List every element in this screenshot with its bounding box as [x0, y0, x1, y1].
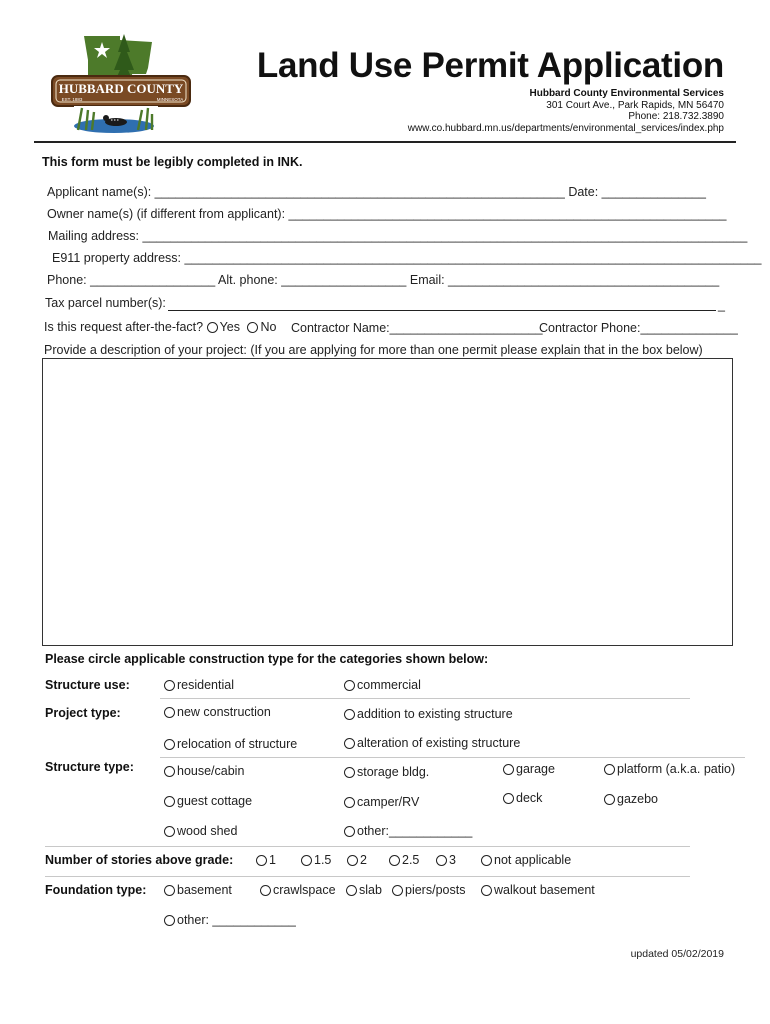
option-piers-posts[interactable] [392, 883, 465, 897]
other-foundation-label: other: ____________ [177, 913, 296, 927]
option-residential[interactable] [164, 678, 234, 692]
gazebo-radio[interactable] [604, 794, 615, 805]
option-gazebo[interactable] [604, 792, 658, 806]
ink-notice: This form must be legibly completed in INK. [42, 155, 303, 169]
piers-label: piers/posts [405, 883, 466, 897]
stories-2-5-label: 2.5 [402, 853, 420, 867]
construction-heading: Please circle applicable construction type for the categories shown below: [45, 652, 489, 666]
tax-parcel-input[interactable] [168, 310, 716, 311]
option-deck[interactable] [503, 791, 542, 805]
divider [45, 876, 690, 877]
option-alteration[interactable] [344, 736, 520, 750]
option-platform[interactable] [604, 762, 735, 776]
walkout-label: walkout basement [494, 883, 595, 897]
option-crawlspace[interactable] [260, 883, 336, 897]
page-title: Land Use Permit Application [256, 46, 724, 85]
camper-radio[interactable] [344, 797, 355, 808]
option-new-construction[interactable] [164, 705, 271, 719]
after-the-fact-label: Is this request after-the-fact? [44, 320, 204, 334]
stories-1-5-label: 1.5 [314, 853, 332, 867]
foundation-type-label: Foundation type: [45, 883, 147, 897]
option-other-foundation[interactable] [164, 913, 296, 927]
relocation-radio[interactable] [164, 739, 175, 750]
other-structure-label: other:____________ [357, 824, 473, 838]
contractor-name-label: Contractor Name:___________________ [291, 321, 522, 335]
option-stories-2-5[interactable] [389, 853, 419, 867]
commercial-radio[interactable] [344, 680, 355, 691]
option-stories-1-5[interactable] [301, 853, 331, 867]
addition-radio[interactable] [344, 709, 355, 720]
contractor-name-tail: ___ [521, 321, 543, 335]
contractor-phone-field[interactable]: Contractor Phone:______________ [539, 321, 738, 335]
option-garage[interactable] [503, 762, 555, 776]
updated-date: updated 05/02/2019 [630, 948, 724, 960]
org-website[interactable]: www.co.hubbard.mn.us/departments/environmental_services/index.php [407, 122, 724, 134]
wood-shed-label: wood shed [177, 824, 238, 838]
stories-3-radio[interactable] [436, 855, 447, 866]
basement-radio[interactable] [164, 885, 175, 896]
guest-radio[interactable] [164, 796, 175, 807]
crawlspace-radio[interactable] [260, 885, 271, 896]
slab-radio[interactable] [346, 885, 357, 896]
option-storage[interactable] [344, 765, 429, 779]
garage-label: garage [516, 762, 555, 776]
stories-1-label: 1 [269, 853, 276, 867]
svg-text:MINNESOTA: MINNESOTA [156, 97, 184, 102]
platform-label: platform (a.k.a. patio) [617, 762, 736, 776]
option-basement[interactable] [164, 883, 232, 897]
no-label: No [260, 320, 277, 334]
org-contact-block [408, 88, 724, 134]
tax-parcel-label: Tax parcel number(s): [45, 296, 166, 310]
org-name: Hubbard County Environmental Services [529, 88, 724, 99]
residential-label: residential [177, 678, 234, 692]
project-description-box[interactable] [42, 358, 733, 646]
stories-1-5-radio[interactable] [301, 855, 312, 866]
crawlspace-label: crawlspace [273, 883, 336, 897]
divider [45, 846, 690, 847]
contractor-name-field[interactable] [291, 321, 543, 335]
hubbard-county-logo [48, 30, 194, 136]
mailing-address-field[interactable]: Mailing address: _______________________________________________________________________________________ [48, 229, 748, 243]
platform-radio[interactable] [604, 764, 615, 775]
residential-radio[interactable] [164, 680, 175, 691]
yes-label: Yes [219, 320, 240, 334]
gazebo-label: gazebo [617, 792, 659, 806]
option-camper[interactable] [344, 795, 419, 809]
guest-label: guest cottage [177, 794, 253, 808]
stories-2-radio[interactable] [347, 855, 358, 866]
new-construction-radio[interactable] [164, 707, 175, 718]
option-wood-shed[interactable] [164, 824, 237, 838]
option-guest-cottage[interactable] [164, 794, 252, 808]
option-walkout-basement[interactable] [481, 883, 595, 897]
deck-radio[interactable] [503, 793, 514, 804]
org-phone: Phone: 218.732.3890 [628, 111, 724, 122]
commercial-label: commercial [357, 678, 421, 692]
piers-radio[interactable] [392, 885, 403, 896]
yes-radio[interactable] [207, 322, 218, 333]
alteration-radio[interactable] [344, 738, 355, 749]
option-stories-3[interactable] [436, 853, 456, 867]
storage-radio[interactable] [344, 767, 355, 778]
stories-2-5-radio[interactable] [389, 855, 400, 866]
structure-use-label: Structure use: [45, 678, 130, 692]
option-commercial[interactable] [344, 678, 421, 692]
wood-shed-radio[interactable] [164, 826, 175, 837]
alteration-label: alteration of existing structure [357, 736, 521, 750]
addition-label: addition to existing structure [357, 707, 513, 721]
other-structure-radio[interactable] [344, 826, 355, 837]
description-prompt: Provide a description of your project: (If you are applying for more than one permit please explain that in the box below) [44, 343, 703, 357]
no-radio[interactable] [247, 322, 258, 333]
option-other-structure[interactable] [344, 824, 472, 838]
stories-1-radio[interactable] [256, 855, 267, 866]
svg-text:EST. 1883: EST. 1883 [61, 97, 83, 102]
camper-label: camper/RV [357, 795, 420, 809]
phone-email-fields[interactable]: Phone: __________________ Alt. phone: __________________ Email: _______________________________________ [47, 273, 720, 287]
stories-2-label: 2 [360, 853, 367, 867]
org-address: 301 Court Ave., Park Rapids, MN 56470 [546, 99, 724, 111]
project-type-label: Project type: [45, 706, 121, 720]
header-divider [34, 141, 736, 143]
owner-name-field[interactable]: Owner name(s) (if different from applicant): _______________________________________________________________ [47, 207, 727, 221]
svg-text:HUBBARD COUNTY: HUBBARD COUNTY [58, 81, 184, 96]
garage-radio[interactable] [503, 764, 514, 775]
after-the-fact-question [44, 320, 276, 334]
other-foundation-radio[interactable] [164, 915, 175, 926]
option-slab[interactable] [346, 883, 382, 897]
new-construction-label: new construction [177, 705, 271, 719]
house-label: house/cabin [177, 764, 245, 778]
option-stories-2[interactable] [347, 853, 367, 867]
slab-label: slab [359, 883, 382, 897]
basement-label: basement [177, 883, 232, 897]
option-not-applicable[interactable] [481, 853, 571, 867]
e911-address-field[interactable]: E911 property address: ___________________________________________________________________________________ [52, 251, 762, 265]
walkout-radio[interactable] [481, 885, 492, 896]
not-applicable-label: not applicable [494, 853, 572, 867]
deck-label: deck [516, 791, 543, 805]
tax-parcel-tail: _ [718, 298, 725, 312]
storage-label: storage bldg. [357, 765, 430, 779]
option-addition[interactable] [344, 707, 513, 721]
divider [160, 698, 690, 699]
relocation-label: relocation of structure [177, 737, 298, 751]
applicant-name-field[interactable]: Applicant name(s): ___________________________________________________________ Date: _______________ [47, 185, 706, 199]
option-relocation[interactable] [164, 737, 297, 751]
house-radio[interactable] [164, 766, 175, 777]
stories-3-label: 3 [449, 853, 456, 867]
option-stories-1[interactable] [256, 853, 276, 867]
structure-type-label: Structure type: [45, 760, 134, 774]
not-applicable-radio[interactable] [481, 855, 492, 866]
stories-label: Number of stories above grade: [45, 853, 234, 867]
option-house-cabin[interactable] [164, 764, 244, 778]
divider [160, 757, 745, 758]
